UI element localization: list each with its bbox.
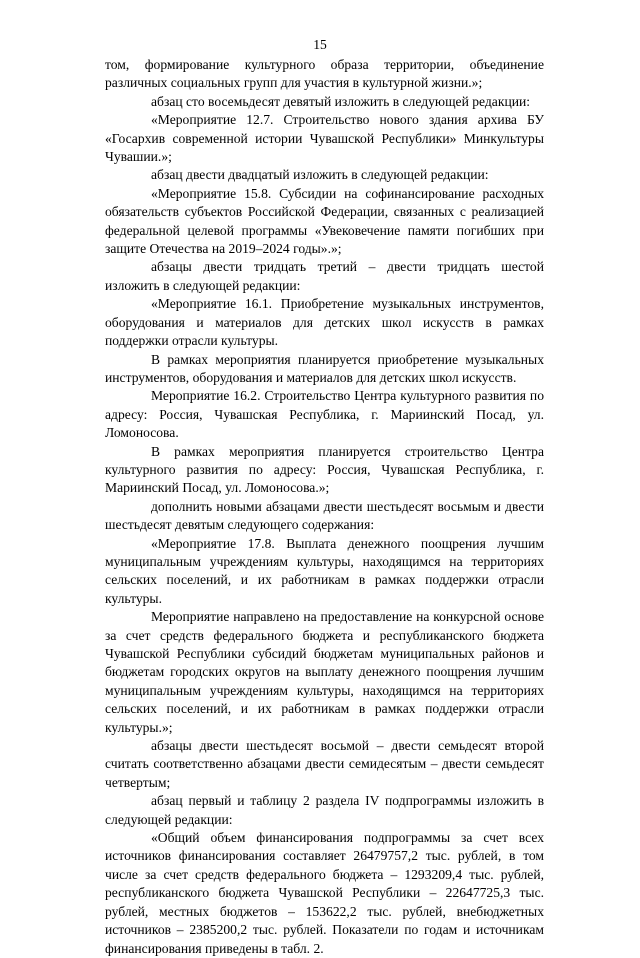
paragraph: «Мероприятие 17.8. Выплата денежного поощрения лучшим муниципальным учреждениям культуры, находящимся на территориях сельских поселений, и их работникам в рамках поддержки отрасли культуры. (105, 535, 544, 606)
paragraph: Мероприятие 16.2. Строительство Центра культурного развития по адресу: Россия, Чувашская Республика, г. Мариинский Посад, ул. Ломоносова. (105, 388, 544, 441)
paragraph: «Мероприятие 16.1. Приобретение музыкальных инструментов, оборудования и материалов для детских школ искусств в рамках поддержки отрасли культуры. (105, 296, 544, 349)
paragraph: Мероприятие направлено на предоставление на конкурсной основе за счет средств федерального бюджета и республиканского бюджета Чувашской Республики субсидий бюджетам муниципальных районов и бюджетам городских округов на выплату денежного поощрения лучшим муниципальным учреждениям культуры, находящимся на территориях сельских поселений, и их работникам в рамках поддержки отрасли культуры.»; (105, 609, 544, 735)
paragraph: В рамках мероприятия планируется строительство Центра культурного развития по адресу: Россия, Чувашская Республика, г. Мариинский Посад, ул. Ломоносова.»; (105, 443, 544, 496)
paragraph: дополнить новыми абзацами двести шестьдесят восьмым и двести шестьдесят девятым следующего содержания: (105, 498, 544, 533)
page-number: 15 (313, 37, 327, 52)
paragraph: «Общий объем финансирования подпрограммы за счет всех источников финансирования составляет 26479757,2 тыс. рублей, в том числе за счет средств федерального бюджета – 1293209,4 тыс. рублей, республиканского бюджета Чувашской Республики – 22647725,3 тыс. рублей, местных бюджетов – 153622,2 тыс. рублей, внебюджетных источников – 2385200,2 тыс. рублей. Показатели по годам и источникам финансирования приведены в табл. 2. (105, 830, 544, 956)
paragraph: том, формирование культурного образа территории, объединение различных социальных групп для участия в культурной жизни.»; (105, 57, 544, 91)
document-body (105, 56, 544, 958)
paragraph: абзац сто восемьдесят девятый изложить в следующей редакции: (151, 93, 531, 109)
paragraph: абзац двести двадцатый изложить в следующей редакции: (151, 167, 489, 183)
paragraph: абзац первый и таблицу 2 раздела IV подпрограммы изложить в следующей редакции: (105, 793, 544, 827)
paragraph: «Мероприятие 12.7. Строительство нового здания архива БУ «Госархив современной истории Чувашской Республики» Минкультуры Чувашии.»; (105, 112, 544, 165)
paragraph: «Мероприятие 15.8. Субсидии на софинансирование расходных обязательств субъектов Российской Федерации, связанных с реализацией федеральной целевой программы «Увековечение памяти погибших при защите Отечества на 2019–2024 годы».»; (105, 185, 544, 257)
paragraph: абзацы двести тридцать третий – двести тридцать шестой изложить в следующей редакции: (105, 259, 544, 293)
paragraph: абзацы двести шестьдесят восьмой – двести семьдесят второй считать соответственно абзацами двести семидесятым – двести семьдесят четвертым; (105, 738, 544, 790)
paragraph: В рамках мероприятия планируется приобретение музыкальных инструментов, оборудования и материалов для детских школ искусств. (105, 351, 544, 385)
